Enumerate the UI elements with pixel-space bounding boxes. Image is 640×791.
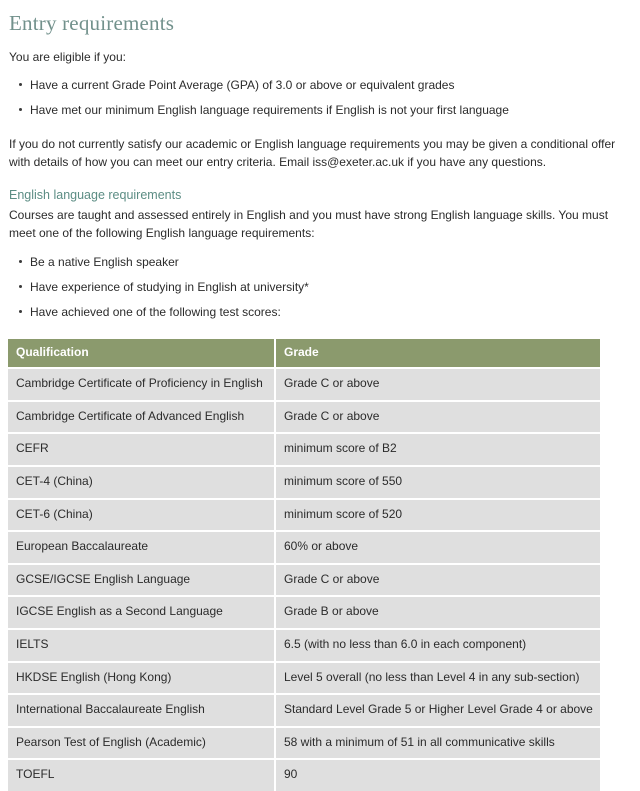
english-requirements-table (8, 339, 600, 791)
cell-qualification: European Baccalaureate (8, 532, 276, 565)
cell-qualification: Pearson Test of English (Academic) (8, 728, 276, 761)
cell-qualification: HKDSE English (Hong Kong) (8, 663, 276, 696)
cell-grade: Grade B or above (276, 597, 600, 630)
table-row (8, 630, 600, 663)
cell-qualification: IGCSE English as a Second Language (8, 597, 276, 630)
list-item: Have met our minimum English language requirements if English is not your first language (30, 102, 632, 119)
cell-qualification: CET-4 (China) (8, 467, 276, 500)
eligibility-bullet-list (8, 77, 632, 119)
table-row (8, 369, 600, 402)
table-row (8, 565, 600, 598)
column-header-grade: Grade (276, 339, 600, 370)
cell-grade: Grade C or above (276, 369, 600, 402)
table-row (8, 728, 600, 761)
list-item: Have achieved one of the following test scores: (30, 304, 632, 321)
cell-grade: minimum score of B2 (276, 434, 600, 467)
english-requirements-paragraph: Courses are taught and assessed entirely in English and you must have strong English language skills. You must meet one of the following English language requirements: (9, 208, 609, 241)
column-header-qualification: Qualification (8, 339, 276, 370)
page-title: Entry requirements (9, 11, 175, 35)
cell-grade: Grade C or above (276, 402, 600, 435)
list-item: Have experience of studying in English at university* (30, 279, 632, 296)
list-item: Have a current Grade Point Average (GPA) of 3.0 or above or equivalent grades (30, 77, 632, 94)
cell-qualification: CEFR (8, 434, 276, 467)
table-row (8, 532, 600, 565)
cell-qualification: TOEFL (8, 760, 276, 791)
conditional-offer-paragraph: If you do not currently satisfy our academic or English language requirements you may be given a conditional offer with details of how you can meet our entry criteria. Email iss@exeter.ac.uk if you have any questions. (9, 137, 616, 170)
cell-qualification: GCSE/IGCSE English Language (8, 565, 276, 598)
list-item: Be a native English speaker (30, 254, 632, 271)
cell-grade: 60% or above (276, 532, 600, 565)
english-bullet-list (8, 254, 632, 320)
table-body (8, 369, 600, 791)
table-head (8, 339, 600, 370)
table-row (8, 500, 600, 533)
cell-grade: minimum score of 520 (276, 500, 600, 533)
english-language-requirements-subheading: English language requirements (9, 188, 182, 203)
cell-qualification: Cambridge Certificate of Advanced English (8, 402, 276, 435)
cell-grade: 6.5 (with no less than 6.0 in each component) (276, 630, 600, 663)
cell-qualification: International Baccalaureate English (8, 695, 276, 728)
table-row (8, 434, 600, 467)
cell-grade: Level 5 overall (no less than Level 4 in any sub-section) (276, 663, 600, 696)
cell-grade: 90 (276, 760, 600, 791)
table-row (8, 695, 600, 728)
table-row (8, 467, 600, 500)
cell-grade: minimum score of 550 (276, 467, 600, 500)
cell-qualification: CET-6 (China) (8, 500, 276, 533)
table-header-row (8, 339, 600, 370)
cell-grade: 58 with a minimum of 51 in all communicative skills (276, 728, 600, 761)
table-row (8, 760, 600, 791)
cell-qualification: IELTS (8, 630, 276, 663)
cell-grade: Standard Level Grade 5 or Higher Level Grade 4 or above (276, 695, 600, 728)
intro-text: You are eligible if you: (9, 50, 126, 65)
cell-grade: Grade C or above (276, 565, 600, 598)
cell-qualification: Cambridge Certificate of Proficiency in English (8, 369, 276, 402)
table-row (8, 402, 600, 435)
table-row (8, 597, 600, 630)
table-row (8, 663, 600, 696)
